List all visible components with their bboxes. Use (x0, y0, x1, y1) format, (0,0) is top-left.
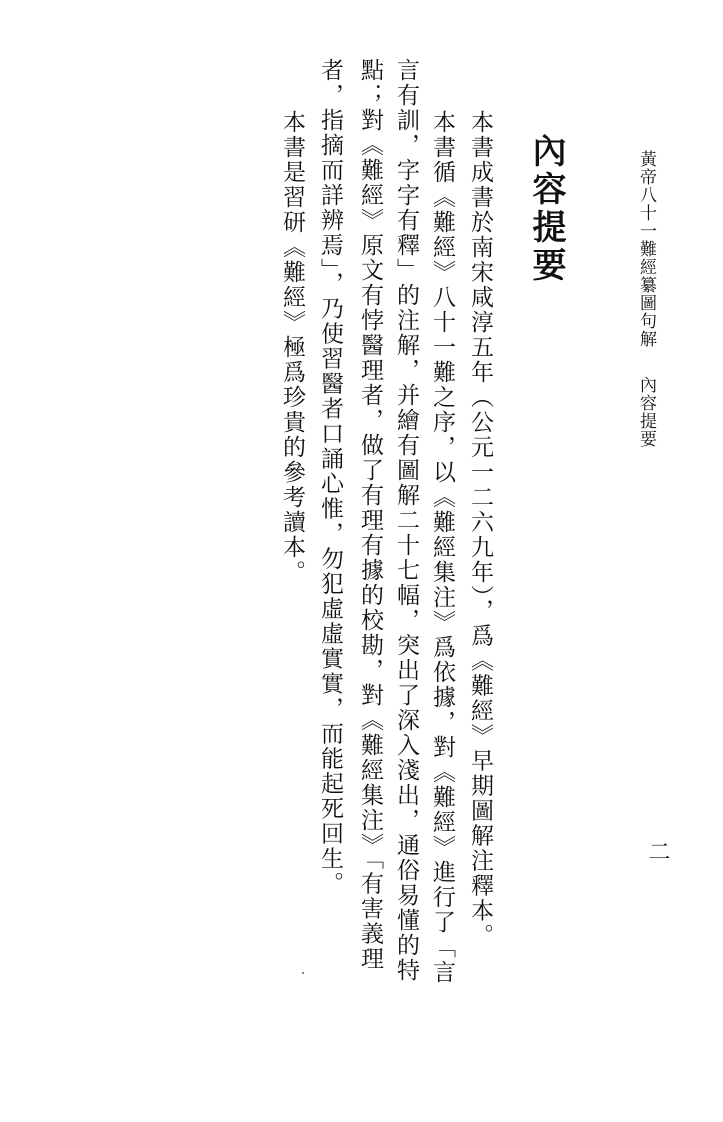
running-head-section: 內容提要 (636, 376, 656, 448)
body-line-6: 本書是習研《難經》極爲珍貴的參考讀本。 (279, 110, 305, 585)
page-number: 二 (645, 840, 670, 862)
running-head-book-title: 黃帝八十一難經纂圖句解 (636, 150, 656, 348)
body-line-4: 點；對《難經》原文有悖醫理者，做了有理有據的校勘，對《難經集注》「有害義理 (357, 58, 383, 972)
body-line-1: 本書成書於南宋咸淳五年（公元一二六九年），爲《難經》早期圖解注釋本。 (467, 110, 493, 949)
section-title: 內容提要 (526, 133, 566, 285)
scan-speck (302, 972, 304, 974)
body-line-2: 本書循《難經》八十一難之序，以《難經集注》爲依據，對《難經》進行了「言 (429, 110, 455, 985)
body-line-5: 者，指摘而詳辨焉」，乃使習醫者口誦心惟，勿犯虛虛實實，而能起死回生。 (317, 58, 343, 897)
body-line-3: 言有訓，字字有釋」的注解，并繪有圖解二十七幅，突出了深入淺出，通俗易懂的特 (393, 58, 419, 983)
running-head (634, 150, 659, 448)
